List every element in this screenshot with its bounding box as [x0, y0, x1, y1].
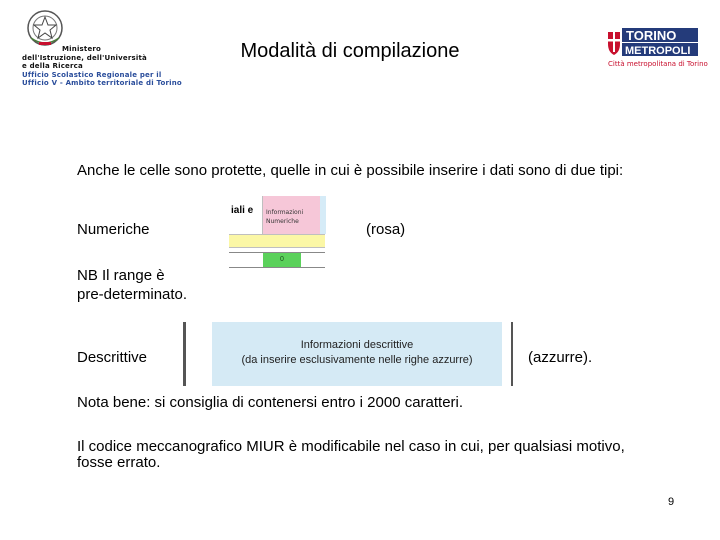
range-note-line: NB Il range è: [77, 267, 165, 284]
pink-cell-line: Numeriche: [266, 218, 299, 225]
pink-cell-text: [266, 208, 303, 226]
yellow-row: [229, 234, 325, 248]
green-value-cell: 0: [263, 253, 301, 267]
ministry-line: Ministero: [62, 45, 102, 53]
descriptive-color-note: (azzurre).: [528, 349, 593, 366]
descriptive-cell-screenshot: [183, 322, 513, 386]
descriptive-cell-title: Informazioni descrittive: [300, 339, 414, 351]
ministry-logo: [22, 8, 182, 98]
sheet-header-label: iali e: [231, 205, 254, 216]
pink-numeric-cell: [262, 196, 320, 234]
numeric-cells-screenshot: [229, 196, 325, 271]
torino-logo-word: TORINO: [626, 28, 677, 43]
torino-caption: Città metropolitana di Torino: [608, 60, 708, 68]
cell-border-left: [183, 322, 186, 386]
cell-border-right: [511, 322, 513, 386]
italian-republic-emblem-icon: [25, 8, 65, 48]
intro-text: Anche le celle sono protette, quelle in cui è possibile inserire i dati sono di due tipi:: [77, 162, 624, 179]
numeric-color-note: (rosa): [366, 221, 406, 238]
ministry-line: dell'Istruzione, dell'Università: [22, 53, 147, 62]
blue-descriptive-cell: [212, 322, 502, 386]
pink-cell-line: Informazioni: [266, 209, 304, 216]
range-note: [77, 266, 187, 304]
ministry-line: Ufficio Scolastico Regionale per il: [22, 70, 162, 79]
numeric-label: Numeriche: [77, 221, 150, 238]
page-number: 9: [668, 496, 675, 508]
ministry-line: e della Ricerca: [22, 62, 83, 71]
character-limit-note: Nota bene: si consiglia di contenersi entro i 2000 caratteri.: [77, 394, 464, 411]
ministry-text: [22, 45, 187, 88]
miur-code-note: Il codice meccanografico MIUR è modificabile nel caso in cui, per qualsiasi motivo, fosse errato.: [77, 438, 625, 471]
blue-cell-edge: [320, 196, 326, 234]
descriptive-label: Descrittive: [77, 349, 148, 366]
metropoli-logo-word: METROPOLI: [625, 45, 691, 57]
ministry-line: Ufficio V - Ambito territoriale di Torino: [22, 79, 182, 88]
descriptive-cell-subtitle: (da inserire esclusivamente nelle righe azzurre): [241, 354, 473, 366]
row-divider: [229, 267, 325, 268]
range-note-line: pre-determinato.: [77, 286, 188, 303]
page-title: Modalità di compilazione: [240, 40, 460, 62]
